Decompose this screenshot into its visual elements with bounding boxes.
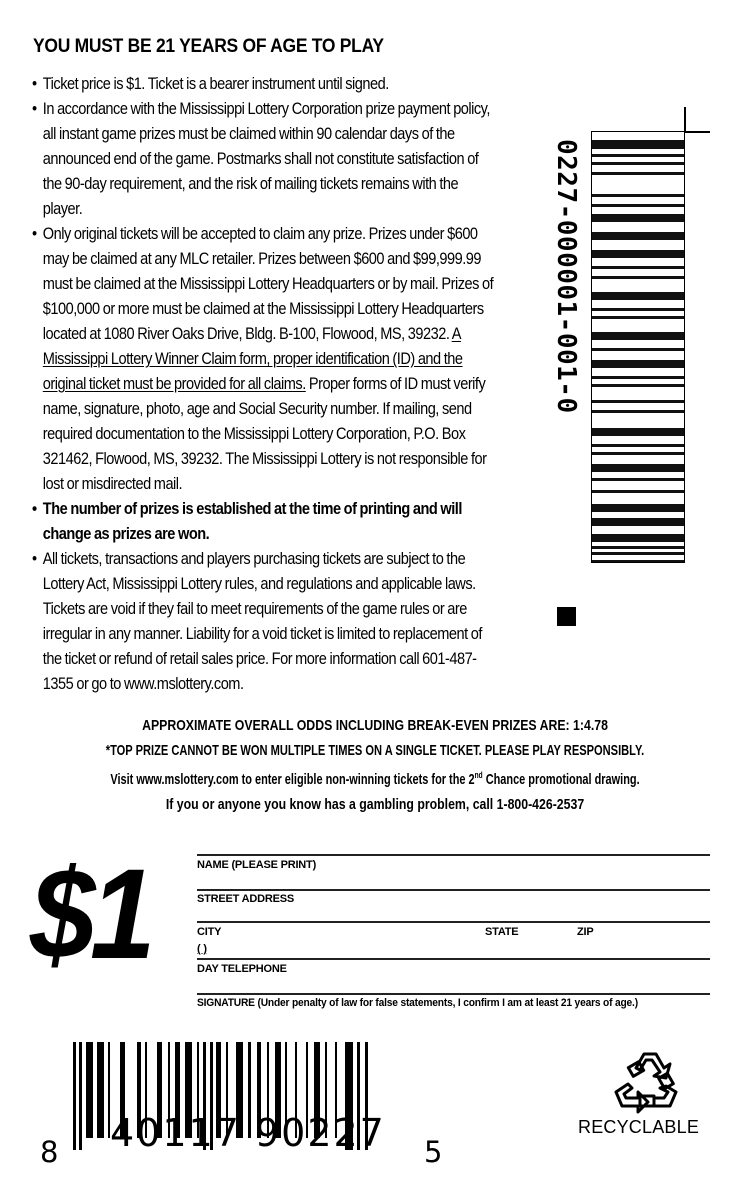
barcode-bar (592, 478, 684, 481)
barcode-bar (592, 376, 684, 379)
barcode-bar (592, 400, 684, 403)
second-chance-text: Chance promotional drawing. (482, 771, 640, 788)
barcode-bar (592, 504, 684, 512)
barcode-bar (592, 428, 684, 436)
area-code-field[interactable]: ( ) (197, 943, 207, 955)
barcode-bar (592, 316, 684, 319)
upc-last-digit: 5 (424, 1135, 443, 1169)
crop-mark (684, 131, 710, 133)
phone-field-line[interactable] (197, 958, 710, 960)
rule-text: Only original tickets will be accepted to claim any prize. Prizes under $600 may be claimed at any MLC retailer. Prizes between $600 and $99,999.99 must be claimed at the Mississippi Lottery Headquarters or by mail. Prizes of $100,000 or more must be claimed at the Mississippi Lottery Headquarters located at 1080 River Oaks Drive, Bldg. B-100, Flowood, MS, 39232. (42, 225, 494, 343)
phone-label: DAY TELEPHONE (197, 963, 287, 975)
rule-item-bold: • The number of prizes is established at the time of printing and will change as prizes are won. (32, 497, 500, 547)
barcode-bar (592, 410, 684, 413)
barcode-bar (86, 1042, 93, 1138)
barcode-bar (592, 194, 684, 197)
validation-code-text: 0227-000001-001-0 (551, 139, 581, 414)
barcode-bar (592, 292, 684, 300)
ticket-rules (32, 72, 500, 697)
rule-item: • In accordance with the Mississippi Lottery Corporation prize payment policy, all instant game prizes must be claimed within 90 calendar days of the announced end of the game. Postmarks shall not constitute satisfaction of the 90-day requirement, and the risk of mailing tickets remains with the player. (32, 97, 500, 222)
barcode-bar (592, 348, 684, 351)
barcode-bar (592, 232, 684, 240)
barcode-bar (592, 154, 684, 157)
barcode-bar (592, 204, 684, 207)
barcode-bar (592, 490, 684, 493)
barcode-bar (592, 162, 684, 165)
street-field-line[interactable] (197, 889, 710, 891)
top-prize-notice: *TOP PRIZE CANNOT BE WON MULTIPLE TIMES ON A SINGLE TICKET. PLEASE PLAY RESPONSIBLY. (105, 742, 645, 759)
barcode-bar (592, 552, 684, 555)
barcode-bar (592, 384, 684, 387)
barcode-bar (592, 464, 684, 472)
barcode-bar (79, 1042, 82, 1150)
barcode-bar (592, 172, 684, 175)
signature-field-line[interactable] (197, 993, 710, 995)
barcode-bar (592, 360, 684, 368)
barcode-bar (592, 560, 684, 563)
barcode-bar (592, 518, 684, 526)
upc-first-digit: 8 (40, 1135, 59, 1169)
ordinal-suffix: nd (474, 770, 483, 780)
gambling-help-notice: If you or anyone you know has a gambling problem, call 1-800-426-2537 (165, 796, 585, 813)
recycle-icon (610, 1048, 682, 1116)
barcode-bar (592, 250, 684, 258)
barcode-bar (97, 1042, 104, 1138)
rule-text: Proper forms of ID must verify name, signature, photo, age and Social Security number. If mailing, send required documentation to the Mississippi Lottery Corporation, P.O. Box 321462, Flowood, MS, 39232. The Mississippi Lottery is not responsible for lost or misdirected mail. (42, 375, 487, 493)
barcode-bar (592, 444, 684, 447)
rule-item: • Ticket price is $1. Ticket is a bearer instrument until signed. (32, 72, 500, 97)
barcode-bar (592, 140, 684, 149)
name-label: NAME (PLEASE PRINT) (197, 859, 317, 871)
barcode-bar (592, 266, 684, 269)
odds-notice: APPROXIMATE OVERALL ODDS INCLUDING BREAK-EVEN PRIZES ARE: 1:4.78 (142, 717, 608, 734)
validation-barcode (591, 131, 685, 563)
zip-label: ZIP (577, 926, 594, 938)
city-label: CITY (197, 926, 222, 938)
barcode-bar (592, 452, 684, 455)
city-field-line[interactable] (197, 921, 710, 923)
signature-label: SIGNATURE (Under penalty of law for false statements, I confirm I am at least 21 years of age.) (197, 997, 638, 1009)
claim-requirement-underlined: A Mississippi Lottery Winner Claim form, proper identification (ID) and the original ticket must be provided for all claims. (42, 325, 463, 393)
rule-item: • All tickets, transactions and players purchasing tickets are subject to the Lottery Act, Mississippi Lottery rules, and regulations and applicable laws. Tickets are void if they fail to meet requirements of the game rules or are irregular in any manner. Liability for a void ticket is limited to replacement of the ticket or refund of retail sales price. For more information call 601-487-1355 or go to www.mslottery.com. (32, 547, 500, 697)
state-label: STATE (485, 926, 519, 938)
street-label: STREET ADDRESS (197, 893, 295, 905)
barcode-bar (592, 546, 684, 549)
validation-code (552, 139, 582, 549)
crop-mark (684, 107, 686, 133)
barcode-bar (592, 308, 684, 311)
second-chance-text: Visit www.mslottery.com to enter eligible non-winning tickets for the 2 (110, 771, 475, 788)
barcode-bar (592, 332, 684, 340)
name-field-line[interactable] (197, 854, 710, 856)
second-chance-notice (101, 763, 649, 792)
age-requirement-heading: YOU MUST BE 21 YEARS OF AGE TO PLAY (33, 36, 384, 57)
registration-square (557, 607, 576, 626)
ticket-price: $1 (30, 843, 150, 986)
barcode-bar (592, 534, 684, 542)
barcode-bar (73, 1042, 76, 1150)
notices (0, 713, 750, 817)
recyclable-label: RECYCLABLE (578, 1117, 700, 1137)
barcode-bar (592, 276, 684, 279)
barcode-bar (592, 214, 684, 222)
rule-item (32, 222, 500, 497)
upc-middle-digits: 40117 90227 (110, 1111, 386, 1155)
